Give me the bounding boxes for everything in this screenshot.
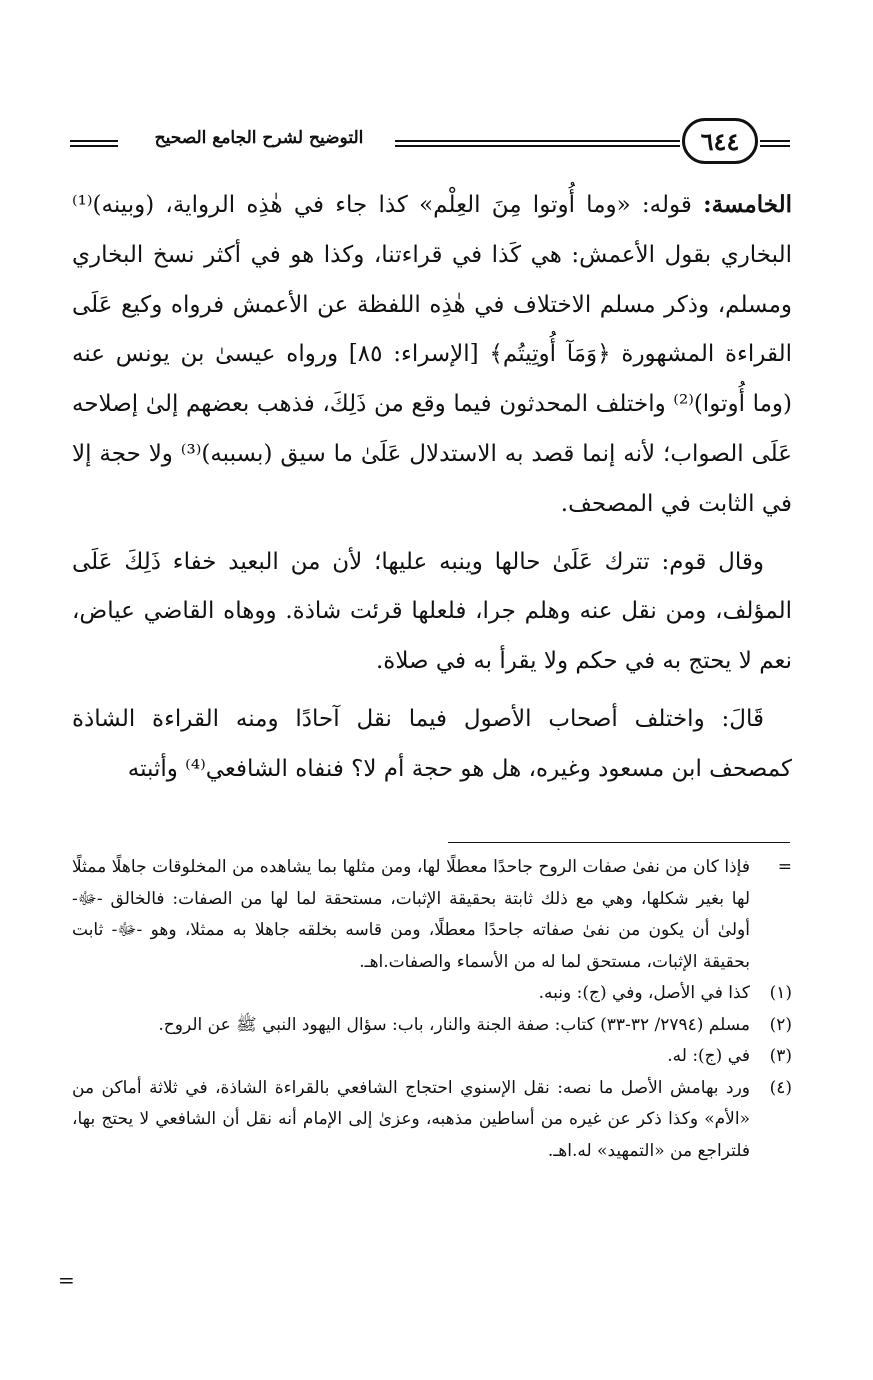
page-header bbox=[70, 118, 790, 178]
paragraph-text: قوله: «وما أُوتوا مِنَ العِلْم» كذا جاء في هٰذِه الرواية، (وبينه)⁽¹⁾ البخاري بقول الأعمش: هي كَذا في قراءتنا، وكذا هو في أكثر نسخ البخاري ومسلم، وذكر مسلم الاختلاف في هٰذِه اللفظة عن الأعمش فرواه وكيع عَلَى القراءة المشهورة ﴿وَمَآ أُوتِيتُم﴾ [الإسراء: ٨٥] ورواه عيسىٰ بن يونس عنه (وما أُوتوا)⁽²⁾ واختلف المحدثون فيما وقع من ذَلِكَ، فذهب بعضهم إلىٰ إصلاحه عَلَى الصواب؛ لأنه إنما قصد به الاستدلال عَلَىٰ ما سيق (بسببه)⁽³⁾ ولا حجة إلا في الثابت في المصحف. bbox=[72, 192, 792, 517]
paragraph-text: واختلف أصحاب الأصول فيما نقل آحادًا ومنه القراءة الشاذة كمصحف ابن مسعود وغيره، هل هو حجة أم لا؟ فنفاه الشافعي⁽⁴⁾ وأثبته bbox=[72, 705, 792, 782]
paragraph-2 bbox=[72, 538, 792, 687]
paragraph-lead: الخامسة: bbox=[703, 191, 793, 218]
footnote-text: مسلم (٢٧٩٤/ ٣٢-٣٣) كتاب: صفة الجنة والنار، باب: سؤال اليهود النبي ﷺ عن الروح. bbox=[158, 1014, 750, 1035]
footnote-item bbox=[72, 1041, 792, 1073]
footnote-item bbox=[72, 852, 792, 978]
footnote-separator bbox=[448, 842, 790, 843]
footnote-marker: (١) bbox=[769, 983, 792, 1003]
header-rule-middle bbox=[395, 140, 680, 147]
footnote-item bbox=[72, 978, 792, 1010]
footnote-marker: (٤) bbox=[769, 1077, 792, 1098]
footnote-item bbox=[72, 1010, 792, 1042]
running-title: التوضيح لشرح الجامع الصحيح bbox=[154, 128, 364, 148]
footnote-text: ورد بهامش الأصل ما نصه: نقل الإسنوي احتجاج الشافعي بالقراءة الشاذة، في ثلاثة أماكن من «الأم» وكذا ذكر عن غيره من أساطين مذهبه، وعزىٰ إلى الإمام أنه نقل أن الشافعي لا يحتج بها، فلتراجع من «التمهيد» له.اهـ. bbox=[72, 1077, 750, 1161]
footnote-item bbox=[72, 1073, 792, 1168]
footnote-marker: (٢) bbox=[769, 1014, 792, 1035]
header-rule-right bbox=[760, 140, 790, 147]
header-rule-left bbox=[70, 140, 118, 147]
main-text bbox=[72, 180, 792, 795]
footnote-text: في (ج): له. bbox=[667, 1046, 750, 1066]
footnote-text: كذا في الأصل، وفي (ج): ونبه. bbox=[538, 983, 750, 1003]
paragraph-text: وقال قوم: تترك عَلَىٰ حالها وينبه عليها؛ لأن من البعيد خفاء ذَلِكَ عَلَى المؤلف، ومن نقل عنه وهلم جرا، فلعلها قرئت شاذة. ووهاه القاضي عياض، نعم لا يحتج به في حكم ولا يقرأ به في صلاة. bbox=[72, 548, 792, 675]
footnote-marker: (٣) bbox=[769, 1046, 792, 1066]
page-number: ٦٤٤ bbox=[682, 118, 758, 164]
continuation-mark: = bbox=[58, 1268, 75, 1292]
footnote-marker: = bbox=[777, 857, 792, 877]
paragraph-1 bbox=[72, 180, 792, 530]
footnotes bbox=[72, 852, 792, 1167]
paragraph-3 bbox=[72, 695, 792, 795]
footnote-text: فإذا كان من نفىٰ صفات الروح جاحدًا معطلًا لها، ومن مثلها بما يشاهده من المخلوقات جاهلًا ممثلًا لها بغير شكلها، وهي مع ذلك ثابتة بحقيقة الإثبات، مستحقة لما لها من الصفات: فالخالق -ﷻ- أولىٰ أن يكون من نفىٰ صفاته جاحدًا معطلًا، ومن قاسه بخلقه جاهلا به ممثلا، وهو -ﷻ- ثابت بحقيقة الإثبات، مستحق لما له من الأسماء والصفات.اهـ. bbox=[72, 857, 750, 972]
paragraph-lead: قَالَ: bbox=[721, 705, 764, 732]
